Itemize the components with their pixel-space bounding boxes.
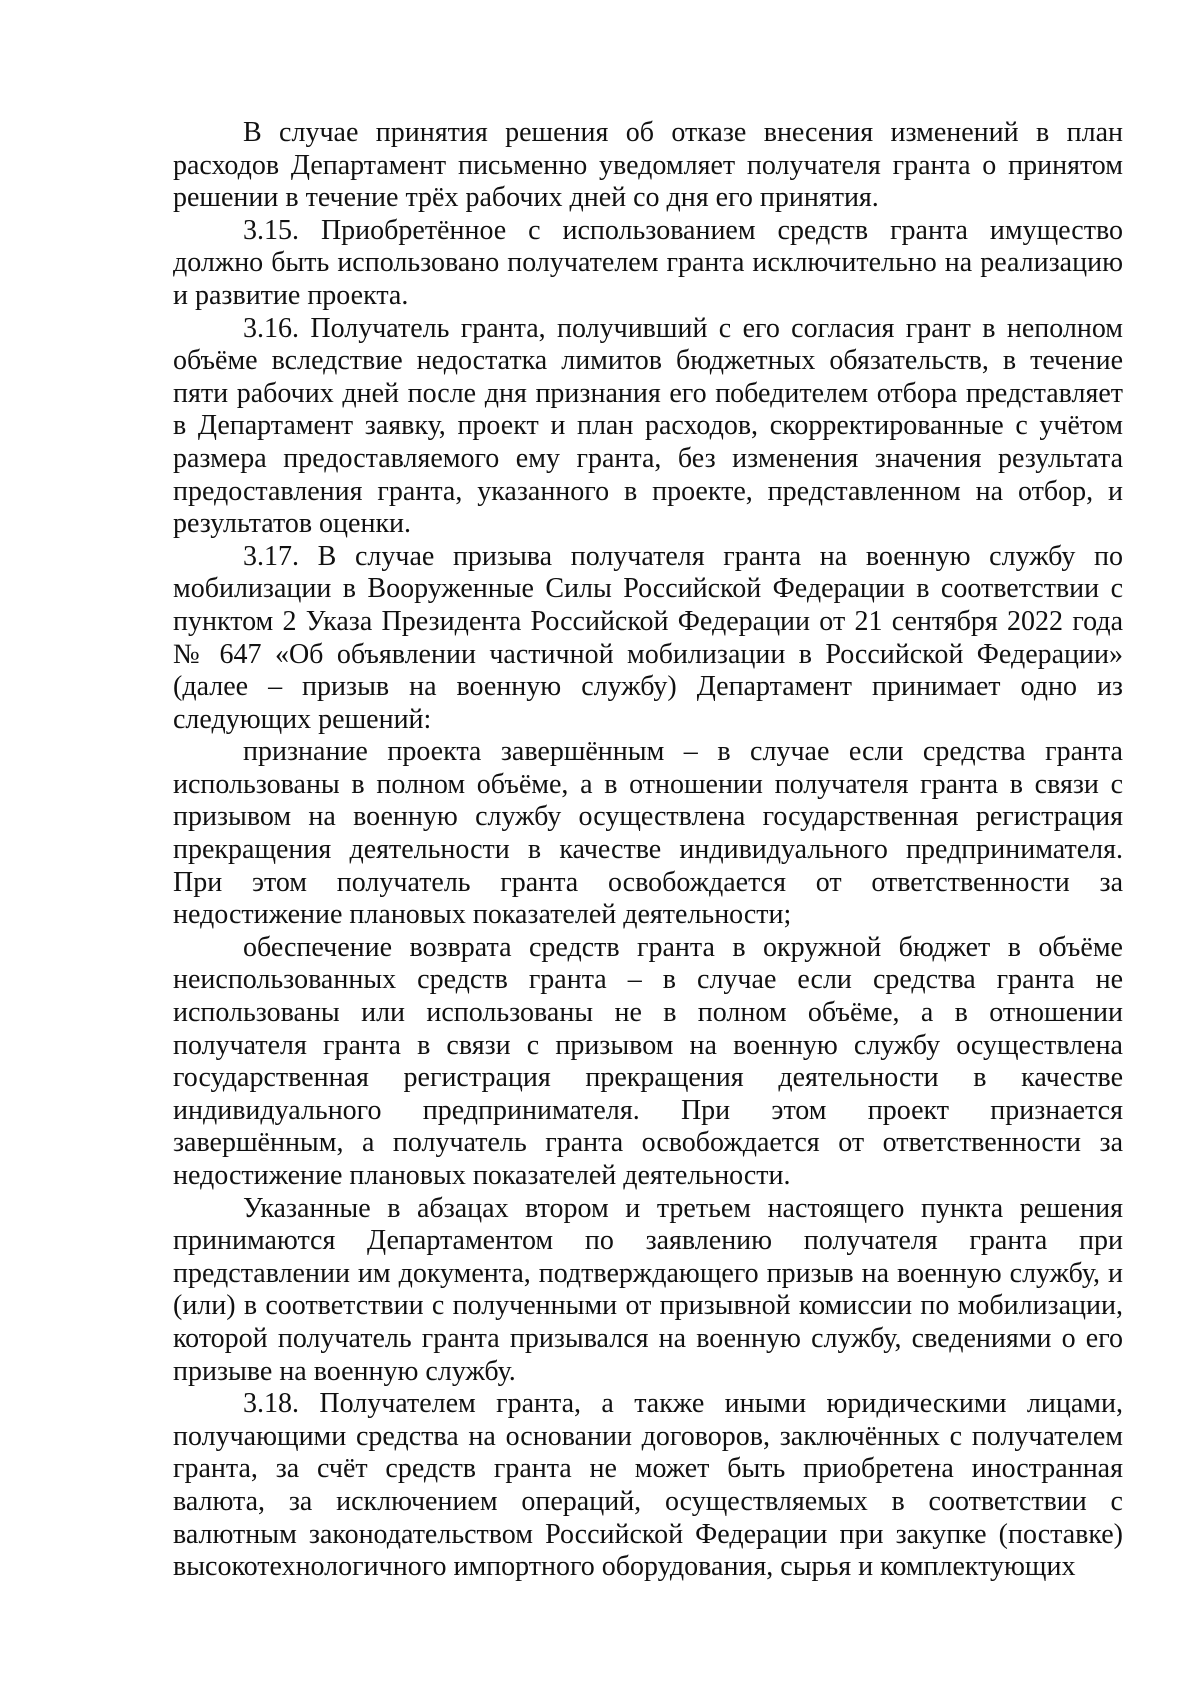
paragraph-3-17-decision-refund: обеспечение возврата средств гранта в окружной бюджет в объёме неиспользованных средств гранта – в случае если средства гранта не использованы или использованы не в полном объёме, а в отношении получателя гранта в связи с призывом на военную службу осуществлена государственная регистрация прекращения деятельности в качестве индивидуального предпринимателя. При этом проект признается завершённым, а получатель гранта освобождается от ответственности за недостижение плановых показателей деятельности. bbox=[173, 931, 1123, 1191]
paragraph-3-17-decisions-procedure: Указанные в абзацах втором и третьем настоящего пункта решения принимаются Департаментом по заявлению получателя гранта при представлении им документа, подтверждающего призыв на военную службу, и (или) в соответствии с полученными от призывной комиссии по мобилизации, которой получатель гранта призывался на военную службу, сведениями о его призыве на военную службу. bbox=[173, 1192, 1123, 1387]
paragraph-3-16: 3.16. Получатель гранта, получивший с его согласия грант в неполном объёме вследствие недостатка лимитов бюджетных обязательств, в течение пяти рабочих дней после дня признания его победителем отбора представляет в Департамент заявку, проект и план расходов, скорректированные с учётом размера предоставляемого ему гранта, без изменения значения результата предоставления гранта, указанного в проекте, представленном на отбор, и результатов оценки. bbox=[173, 312, 1123, 540]
paragraph-3-17-decision-completed: признание проекта завершённым – в случае если средства гранта использованы в полном объёме, а в отношении получателя гранта в связи с призывом на военную службу осуществлена государственная регистрация прекращения деятельности в качестве индивидуального предпринимателя. При этом получатель гранта освобождается от ответственности за недостижение плановых показателей деятельности; bbox=[173, 736, 1123, 931]
paragraph-3-18: 3.18. Получателем гранта, а также иными юридическими лицами, получающими средства на основании договоров, заключённых с получателем гранта, за счёт средств гранта не может быть приобретена иностранная валюта, за исключением операций, осуществляемых в соответствии с валютным законодательством Российской Федерации при закупке (поставке) высокотехнологичного импортного оборудования, сырья и комплектующих bbox=[173, 1388, 1123, 1583]
paragraph-3-15: 3.15. Приобретённое с использованием средств гранта имущество должно быть использовано получателем гранта исключительно на реализацию и развитие проекта. bbox=[173, 214, 1123, 311]
document-page bbox=[173, 117, 1123, 1584]
paragraph-3-17: 3.17. В случае призыва получателя гранта на военную службу по мобилизации в Вооруженные Силы Российской Федерации в соответствии с пунктом 2 Указа Президента Российской Федерации от 21 сентября 2022 года № 647 «Об объявлении частичной мобилизации в Российской Федерации» (далее – призыв на военную службу) Департамент принимает одно из следующих решений: bbox=[173, 540, 1123, 735]
paragraph-refusal-notice: В случае принятия решения об отказе внесения изменений в план расходов Департамент письменно уведомляет получателя гранта о принятом решении в течение трёх рабочих дней со дня его принятия. bbox=[173, 117, 1123, 214]
